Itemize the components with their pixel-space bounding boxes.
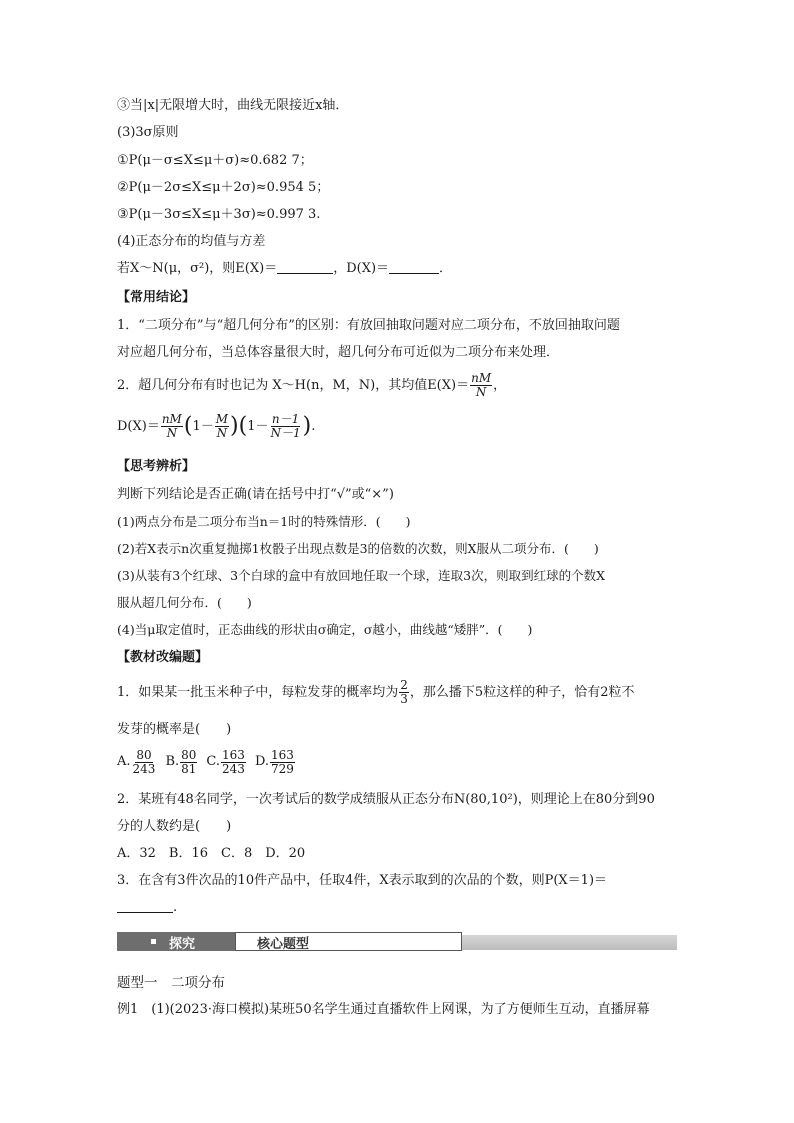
banner-right-label: 核心题型 bbox=[257, 937, 310, 952]
fraction bbox=[270, 749, 295, 776]
banner-left-label: 探究 bbox=[169, 937, 196, 952]
fill-in-line bbox=[117, 900, 177, 916]
question-line: 2．某班有48名同学，一次考试后的数学成绩服从正态分布N(80,10²)，则理论上在80分到90 bbox=[117, 792, 655, 807]
denominator: N－1 bbox=[270, 426, 301, 440]
question-line: (3)从装有3个红球、3个白球的盒中有放回地任取一个球，连取3次，则取到红球的个数X bbox=[117, 568, 605, 583]
question-line: (2)若X表示n次重复抛掷1枚骰子出现点数是3的倍数的次数，则X服从二项分布．( ) bbox=[117, 541, 599, 556]
denominator: 729 bbox=[271, 761, 294, 776]
fraction bbox=[269, 413, 301, 440]
numerator: 80 bbox=[136, 747, 152, 762]
fraction bbox=[215, 413, 229, 440]
numerator: M bbox=[215, 412, 229, 426]
option-a[interactable] bbox=[117, 745, 157, 779]
denominator: N bbox=[475, 385, 487, 399]
text-line: (4)正态分布的均值与方差 bbox=[117, 234, 266, 249]
formula-text: . bbox=[311, 419, 316, 434]
denominator: N bbox=[166, 426, 178, 440]
question-line: 分的人数约是( ) bbox=[117, 819, 232, 834]
square-bullet-icon bbox=[151, 939, 156, 944]
text-line: 对应超几何分布，当总体容量很大时，超几何分布可近似为二项分布来处理． bbox=[117, 345, 560, 360]
denominator: 81 bbox=[181, 761, 197, 776]
question-line: 3．在含有3件次品的10件产品中，任取4件，X表示取到的次品的个数，则P(X＝1)＝ bbox=[117, 873, 608, 888]
section-heading: 【教材改编题】 bbox=[117, 650, 209, 665]
numerator: 2 bbox=[400, 678, 408, 692]
option-label: A. bbox=[117, 754, 131, 769]
formula-text: 2．超几何分布有时也记为 X～H(n，M，N)，其均值E(X)＝ bbox=[117, 378, 470, 393]
options-row bbox=[117, 745, 304, 779]
question-text: ，那么播下5粒这样的种子，恰有2粒不 bbox=[409, 685, 635, 700]
option-b[interactable] bbox=[165, 745, 198, 779]
fill-text: . bbox=[173, 900, 178, 915]
fraction bbox=[161, 413, 183, 440]
option-label: C. bbox=[206, 754, 221, 769]
question-line: 服从超几何分布．( ) bbox=[117, 595, 252, 610]
numerator: nM bbox=[161, 412, 182, 426]
formula-line bbox=[117, 371, 506, 401]
question-line: (4)当μ取定值时，正态曲线的形状由σ确定，σ越小，曲线越“矮胖”．( ) bbox=[117, 622, 533, 637]
subsection-title: 题型一 二项分布 bbox=[117, 975, 225, 991]
question-line bbox=[117, 678, 634, 708]
formula-text: 1－ bbox=[247, 419, 269, 434]
fraction bbox=[180, 749, 197, 776]
question-line: (1)两点分布是二项分布当n＝1时的特殊情形．( ) bbox=[117, 514, 411, 529]
text-line: ③当|x|无限增大时，曲线无限接近x轴． bbox=[117, 98, 349, 113]
example-line: 例1 (1)(2023·海口模拟)某班50名学生通过直播软件上网课，为了方便师生互动，直播屏幕 bbox=[117, 1002, 650, 1017]
formula-text: ， bbox=[493, 378, 507, 393]
formula-line: ②P(μ－2σ≤X≤μ＋2σ)≈0.954 5； bbox=[117, 180, 330, 195]
denominator: 243 bbox=[222, 761, 245, 776]
formula-line: ③P(μ－3σ≤X≤μ＋3σ)≈0.997 3. bbox=[117, 207, 321, 222]
fraction bbox=[221, 749, 246, 776]
formula-text: D(X)＝ bbox=[117, 419, 160, 434]
denominator: N bbox=[216, 426, 228, 440]
text-line: 判断下列结论是否正确(请在括号中打“√”或“×”) bbox=[117, 487, 394, 502]
option-label: D. bbox=[254, 754, 270, 769]
option-c[interactable] bbox=[206, 745, 247, 779]
answer-blank[interactable] bbox=[277, 261, 333, 274]
option-label: B. bbox=[165, 754, 180, 769]
fill-text: 若X～N(μ，σ²)，则E(X)＝ bbox=[117, 261, 278, 276]
numerator: nM bbox=[471, 371, 492, 385]
fill-in-line bbox=[117, 261, 452, 277]
answer-options: A．32 B．16 C．8 D．20 bbox=[117, 846, 306, 861]
section-banner bbox=[117, 932, 677, 951]
numerator: 80 bbox=[181, 747, 197, 762]
fraction bbox=[399, 679, 409, 706]
fill-text: ，D(X)＝ bbox=[333, 261, 390, 276]
formula-line: D(X)＝ $\frac{nM}{N}$ (1－ $\frac{M}{N}$ )(1－ $\frac{n-1}{N-1}$ ). bbox=[117, 412, 316, 440]
text-line: (3)3σ原则 bbox=[117, 125, 179, 140]
question-text: 1．如果某一批玉米种子中，每粒发芽的概率均为 bbox=[117, 685, 399, 700]
numerator: 163 bbox=[222, 747, 245, 762]
formula-line: ①P(μ－σ≤X≤μ＋σ)≈0.682 7； bbox=[117, 153, 313, 168]
section-heading: 【思考辨析】 bbox=[117, 459, 196, 474]
fill-text: ． bbox=[439, 261, 453, 276]
denominator: 3 bbox=[400, 692, 408, 706]
denominator: 243 bbox=[132, 761, 156, 776]
answer-blank[interactable] bbox=[117, 900, 173, 913]
numerator: 163 bbox=[271, 747, 294, 762]
fraction bbox=[132, 749, 157, 776]
fraction bbox=[470, 372, 492, 399]
formula-text: 1－ bbox=[192, 419, 214, 434]
question-line: 发芽的概率是( ) bbox=[117, 722, 232, 737]
option-d[interactable] bbox=[255, 745, 296, 779]
text-line: 1．“二项分布”与“超几何分布”的区别：有放回抽取问题对应二项分布，不放回抽取问题 bbox=[117, 318, 620, 333]
answer-blank[interactable] bbox=[389, 261, 439, 274]
section-heading: 【常用结论】 bbox=[117, 290, 196, 305]
numerator: n－1 bbox=[271, 412, 300, 426]
